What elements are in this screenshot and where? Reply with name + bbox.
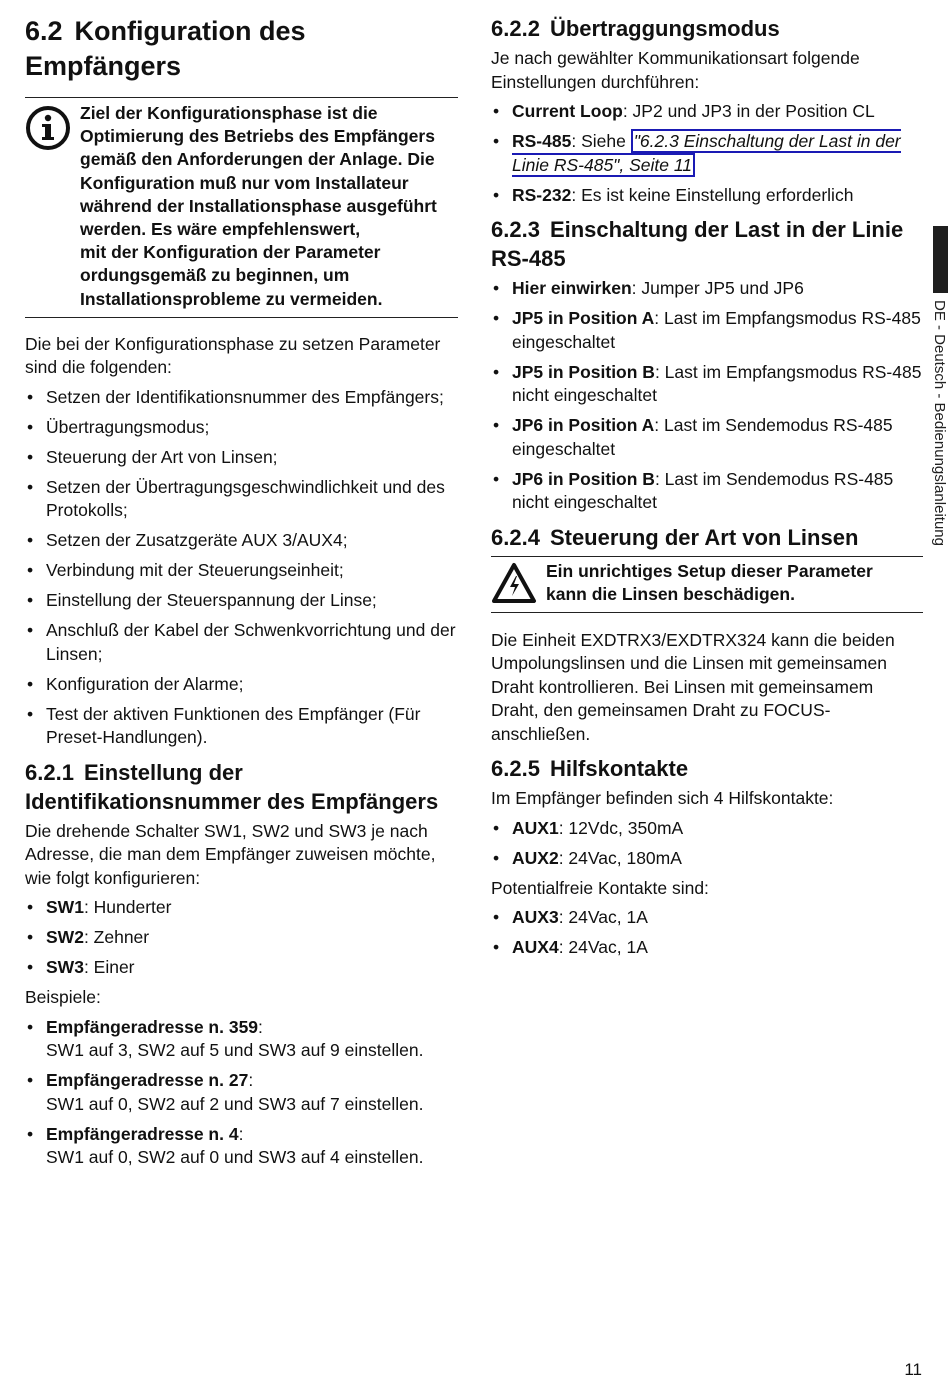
note-line: während der Installationsphase ausgeführt: [80, 195, 437, 216]
section-6-2-4-text: Die Einheit EXDTRX3/EXDTRX324 kann die beiden Umpolungslinsen und die Linsen mit gemeinsamen Draht kontrollieren. Bei Linsen mit gemeinsamem Draht, den gemeinsamen Draht zu FOCUS- anschließen.: [491, 629, 895, 744]
list-item: [491, 936, 923, 960]
bullet: •: [27, 897, 34, 918]
aux-list-2: [491, 906, 923, 960]
item-text: Einstellung der Steuerspannung der Linse;: [46, 590, 377, 611]
bullet: •: [493, 184, 500, 205]
parameter-list: [25, 386, 458, 750]
bullet: •: [493, 907, 500, 927]
bullet: •: [27, 673, 34, 694]
list-item: [491, 307, 923, 354]
note-line: Konfiguration muß nur vom Installateur: [80, 172, 409, 193]
warning-line: kann die Linsen beschädigen.: [546, 584, 795, 604]
item-label: AUX2: [512, 847, 559, 868]
section-6-2-5-text: Im Empfänger befinden sich 4 Hilfskontakte:: [491, 788, 834, 808]
bullet: •: [27, 1123, 34, 1144]
modes-list: [491, 100, 923, 207]
aux-list-1: [491, 817, 923, 871]
item-text: Setzen der Zusatzgeräte AUX 3/AUX4;: [46, 530, 348, 551]
examples-label: Beispiele:: [25, 987, 101, 1008]
item-text: : 24Vac, 1A: [558, 937, 648, 957]
bullet: •: [493, 415, 500, 435]
bullet: •: [493, 847, 500, 868]
bullet: •: [27, 530, 34, 551]
item-text: :: [258, 1016, 263, 1037]
list-item: [491, 817, 923, 841]
item-label: JP5 in Position B: [512, 361, 655, 382]
list-item: [25, 416, 458, 440]
list-item: [491, 277, 923, 301]
examples-list: [25, 1016, 458, 1170]
item-text: : Siehe: [571, 131, 631, 151]
list-item: [25, 956, 458, 980]
item-label: AUX3: [512, 907, 559, 927]
item-text: Verbindung mit der Steuerungseinheit;: [46, 560, 344, 581]
bullet: •: [493, 101, 500, 121]
bullet: •: [27, 416, 34, 437]
list-item: [25, 1016, 458, 1063]
section-6-2-2-heading: [491, 14, 923, 43]
bullet: •: [493, 361, 500, 382]
item-label: JP5 in Position A: [512, 308, 655, 328]
note-line: werden. Es wäre empfehlenswert,: [80, 219, 361, 240]
item-label: RS-232: [512, 184, 572, 205]
item-text: : 24Vac, 180mA: [558, 847, 682, 868]
list-item: [25, 1123, 458, 1170]
section-title: Einschaltung der Last in der Linie RS-485: [491, 217, 904, 271]
list-item: [25, 589, 458, 613]
list-item: [491, 847, 923, 871]
bullet: •: [27, 1070, 34, 1091]
jumpers-list: [491, 277, 923, 515]
list-item: [491, 100, 923, 124]
bullet: •: [27, 957, 34, 978]
item-text: :: [248, 1070, 254, 1091]
note-line: ordungsgemäß zu beginnen, um: [80, 265, 350, 286]
list-item: [25, 673, 458, 697]
note-line: Installationsprobleme zu vermeiden.: [80, 288, 383, 309]
item-text: Test der aktiven Funktionen des Empfänger (Für Preset-Handlungen).: [46, 703, 421, 748]
electric-shock-warning-icon: [491, 562, 537, 609]
list-item: [25, 386, 458, 410]
right-column: [491, 14, 923, 966]
section-title-line-1: Konfiguration des: [74, 16, 306, 46]
item-line-2: SW1 auf 0, SW2 auf 0 und SW3 auf 4 einstellen.: [46, 1147, 424, 1168]
section-number: 6.2.4: [491, 524, 540, 550]
list-item: [25, 703, 458, 750]
bullet: •: [27, 1016, 34, 1037]
item-text: : 12Vdc, 350mA: [558, 817, 684, 838]
item-text: : JP2 und JP3 in der Position CL: [622, 101, 875, 121]
item-line-2: SW1 auf 0, SW2 auf 2 und SW3 auf 7 einstellen.: [46, 1093, 424, 1114]
section-6-2-1-heading: [25, 758, 458, 816]
item-label: RS-485: [512, 131, 572, 151]
item-label: Empfängeradresse n. 4: [46, 1123, 239, 1144]
item-label: Hier einwirken: [512, 278, 632, 298]
bullet: •: [493, 278, 500, 298]
bullet: •: [493, 308, 500, 328]
item-text: : 24Vac, 1A: [558, 907, 648, 927]
item-text: : Last im Empfangsmodus RS-485 nicht eingeschaltet: [512, 361, 922, 405]
item-text: : Last im Sendemodus RS-485 eingeschaltet: [512, 415, 893, 459]
list-item: [491, 184, 923, 208]
bullet: •: [27, 927, 34, 948]
section-6-2-5-heading: [491, 754, 923, 783]
item-text: : Einer: [83, 957, 135, 978]
bullet: •: [493, 131, 500, 151]
item-text: Setzen der Übertragungsgeschwindlichkeit und des Protokolls;: [46, 476, 445, 521]
warning-note: [491, 556, 923, 613]
item-label: Current Loop: [512, 101, 623, 121]
item-text: Konfiguration der Alarme;: [46, 673, 244, 694]
section-number: 6.2.2: [491, 16, 540, 41]
warning-text: [546, 560, 923, 607]
bullet: •: [27, 476, 34, 497]
item-text: : Hunderter: [83, 897, 172, 918]
item-label: JP6 in Position B: [512, 468, 655, 489]
bullet: •: [27, 560, 34, 581]
language-tab-marker: [933, 226, 948, 293]
section-title: Steuerung der Art von Linsen: [549, 524, 859, 550]
item-text: : Jumper JP5 und JP6: [631, 278, 804, 298]
item-text: : Last im Sendemodus RS-485 nicht eingeschaltet: [512, 468, 894, 512]
item-label: AUX4: [512, 937, 559, 957]
note-line: gemäß den Anforderungen der Anlage. Die: [80, 149, 435, 170]
section-title: Übertraggungsmodus: [549, 16, 780, 41]
info-icon: [25, 105, 71, 156]
item-text: Übertragungsmodus;: [46, 416, 210, 437]
list-item: [25, 619, 458, 666]
intro-text: Die bei der Konfigurationsphase zu setzen Parameter sind die folgenden:: [25, 333, 441, 378]
list-item: [491, 361, 923, 408]
item-label: JP6 in Position A: [512, 415, 655, 435]
section-number: 6.2.3: [491, 217, 540, 242]
list-item: [25, 1069, 458, 1116]
list-item: [25, 529, 458, 553]
switch-list: [25, 896, 458, 980]
list-item: [25, 446, 458, 470]
section-6-2-1-text: Die drehende Schalter SW1, SW2 und SW3 je nach Adresse, die man dem Empfänger zuweisen möchte, wie folgt konfigurieren:: [25, 820, 436, 888]
item-text: :: [238, 1123, 244, 1144]
section-6-2-2-text: Je nach gewählter Kommunikationsart folgende Einstellungen durchführen:: [491, 48, 860, 92]
item-label: SW1: [46, 897, 84, 918]
bullet: •: [493, 468, 500, 489]
potential-label: Potentialfreie Kontakte sind:: [491, 877, 709, 898]
list-item: [25, 896, 458, 920]
bullet: •: [493, 817, 500, 838]
note-line: Optimierung des Betriebs des Empfängers: [80, 126, 435, 147]
side-language-label: DE - Deutsch - Bedienungslanleitung: [931, 300, 948, 546]
list-item: [25, 476, 458, 523]
section-number: 6.2.1: [25, 759, 74, 785]
item-label: AUX1: [512, 817, 559, 838]
item-text: : Last im Empfangsmodus RS-485 eingeschaltet: [512, 308, 921, 352]
note-line: mit der Konfiguration der Parameter: [80, 242, 381, 263]
section-number: 6.2: [25, 16, 63, 46]
list-item: [491, 468, 923, 515]
section-6-2-3-heading: [491, 215, 923, 273]
list-item: [491, 130, 923, 177]
warning-line: Ein unrichtiges Setup dieser Parameter: [546, 560, 873, 581]
list-item: [491, 906, 923, 930]
item-label: Empfängeradresse n. 27: [46, 1070, 249, 1091]
bullet: •: [27, 590, 34, 611]
list-item: [25, 559, 458, 583]
bullet: •: [27, 620, 34, 641]
section-title-line-2: Identifikationsnummer des Empfängers: [25, 788, 439, 814]
item-label: SW2: [46, 927, 84, 948]
item-label: SW3: [46, 957, 84, 978]
info-note-text: [80, 102, 458, 311]
list-item: [491, 414, 923, 461]
section-6-2-heading: [25, 14, 458, 84]
info-note: [25, 97, 458, 318]
note-line: Ziel der Konfigurationsphase ist die: [80, 103, 378, 123]
item-text: Anschluß der Kabel der Schwenkvorrichtung und der Linsen;: [46, 620, 456, 664]
left-column: [25, 14, 458, 1176]
section-title: Hilfskontakte: [549, 756, 689, 781]
item-text: Setzen der Identifikationsnummer des Empfängers;: [46, 386, 444, 407]
item-line-2: SW1 auf 3, SW2 auf 5 und SW3 auf 9 einstellen.: [46, 1040, 424, 1061]
cross-reference-link[interactable]: "6.2.3 Einschaltung der Last in der Linie RS-485", Seite 11: [512, 131, 901, 175]
section-number: 6.2.5: [491, 756, 540, 781]
item-text: : Es ist keine Einstellung erforderlich: [571, 184, 854, 205]
section-title-line-2: Empfängers: [25, 51, 182, 81]
section-6-2-4-heading: [491, 523, 923, 552]
item-label: Empfängeradresse n. 359: [46, 1016, 259, 1037]
item-text: Steuerung der Art von Linsen;: [46, 446, 278, 467]
bullet: •: [493, 937, 500, 957]
item-text: : Zehner: [83, 927, 150, 948]
bullet: •: [27, 446, 34, 467]
bullet: •: [27, 703, 34, 724]
page-number: 11: [904, 1360, 922, 1379]
list-item: [25, 926, 458, 950]
bullet: •: [27, 386, 34, 407]
section-title-line-1: Einstellung der: [83, 759, 243, 785]
